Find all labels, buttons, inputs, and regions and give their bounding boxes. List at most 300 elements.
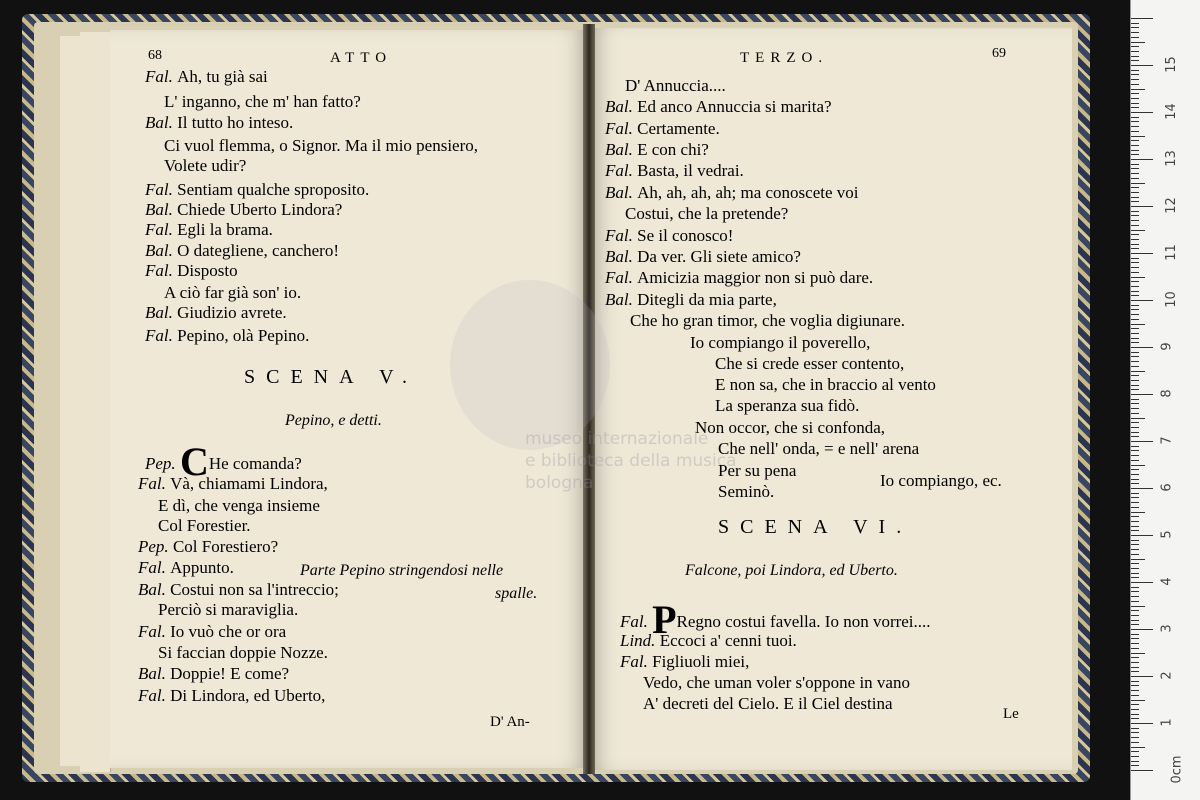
ruler-tick	[1131, 201, 1139, 202]
verse-text: E non sa, che in braccio al vento	[715, 375, 936, 394]
ruler-tick	[1131, 159, 1153, 160]
verse-text: Ditegli da mia parte,	[637, 290, 777, 309]
ruler-tick	[1131, 27, 1139, 28]
verse-text: E dì, che venga insieme	[158, 496, 320, 515]
verse-text: E con chi?	[637, 140, 709, 159]
verse-text: O dategliene, canchero!	[177, 241, 339, 260]
verse-line	[138, 664, 289, 684]
verse-line	[145, 200, 342, 220]
ruler-tick	[1131, 422, 1139, 423]
ruler-tick	[1131, 333, 1139, 334]
ruler-tick	[1131, 620, 1139, 621]
watermark-logo	[450, 280, 610, 450]
verse-text: Non occor, che si confonda,	[695, 418, 886, 437]
ruler-tick	[1131, 79, 1139, 80]
catchword: D' An-	[490, 714, 530, 730]
verse-text: Da ver. Gli siete amico?	[637, 247, 801, 266]
ruler-tick	[1131, 187, 1139, 188]
ruler-tick	[1131, 352, 1139, 353]
verse-line	[138, 622, 286, 642]
ruler-tick	[1131, 93, 1139, 94]
ruler-tick	[1131, 356, 1139, 357]
ruler-tick	[1131, 657, 1139, 658]
ruler-tick	[1131, 747, 1145, 748]
verse-text: Che si crede esser contento,	[715, 354, 905, 373]
ruler-tick	[1131, 436, 1139, 437]
speaker-label: Fal.	[620, 652, 653, 671]
verse-text: A' decreti del Cielo. E il Ciel destina	[643, 694, 893, 713]
verse-line	[605, 161, 744, 181]
speaker-label: Bal.	[145, 113, 178, 132]
ruler-tick	[1131, 587, 1139, 588]
speaker-label: Fal.	[605, 226, 638, 245]
ruler-tick	[1131, 305, 1139, 306]
speaker-label: Fal.	[138, 622, 171, 641]
ruler-tick	[1131, 51, 1139, 52]
speaker-label: Pep.	[138, 537, 173, 556]
verse-line	[630, 311, 905, 331]
catchword: Le	[1003, 706, 1019, 722]
ruler-tick	[1131, 709, 1139, 710]
ruler-tick	[1131, 629, 1153, 630]
watermark-text: museo internazionale e biblioteca della musica bologna	[525, 429, 737, 493]
ruler-tick	[1131, 512, 1145, 513]
ruler-tick	[1131, 131, 1139, 132]
ruler-tick	[1131, 653, 1145, 654]
ruler-tick	[1131, 37, 1139, 38]
page-stack	[80, 32, 111, 772]
ruler-number: 2	[1159, 671, 1175, 680]
ruler-tick	[1131, 530, 1139, 531]
speaker-label: Lind.	[620, 631, 660, 650]
page-number: 69	[992, 46, 1006, 61]
ruler-tick	[1131, 465, 1145, 466]
verse-text: Costui, che la pretende?	[625, 204, 789, 223]
verse-line	[138, 474, 328, 494]
verse-text: He comanda?	[208, 454, 302, 473]
ruler-tick	[1131, 582, 1153, 583]
ruler-tick	[1131, 638, 1139, 639]
verse-text: Egli la brama.	[177, 220, 273, 239]
verse-text: D' Annuccia....	[625, 76, 726, 95]
ruler-tick	[1131, 220, 1139, 221]
verse-line	[158, 496, 320, 516]
ruler-tick	[1131, 695, 1139, 696]
verse-line	[605, 290, 777, 310]
verse-text: Il tutto ho inteso.	[177, 113, 294, 132]
verse-line	[145, 261, 238, 281]
ruler-tick	[1131, 671, 1139, 672]
ruler-tick	[1131, 107, 1139, 108]
ruler-tick	[1131, 624, 1139, 625]
ruler-number: 12	[1163, 197, 1179, 214]
ruler-tick	[1131, 258, 1139, 259]
verse-text: Certamente.	[637, 119, 720, 138]
ruler-tick	[1131, 89, 1145, 90]
verse-line	[138, 580, 339, 600]
ruler-tick	[1131, 479, 1139, 480]
speaker-label: Fal.	[620, 612, 653, 631]
speaker-label: Pep.	[145, 454, 180, 473]
ruler-tick	[1131, 573, 1139, 574]
verse-line	[145, 113, 293, 133]
speaker-label: Fal.	[605, 119, 638, 138]
ruler-tick	[1131, 253, 1153, 254]
ruler-tick	[1131, 690, 1139, 691]
ruler-tick	[1131, 765, 1139, 766]
speaker-label: Bal.	[138, 664, 171, 683]
ruler-number: 11	[1163, 244, 1179, 261]
verse-line	[605, 140, 709, 160]
verse-line	[138, 537, 278, 557]
ruler-tick	[1131, 742, 1139, 743]
verse-line	[138, 558, 234, 578]
verse-line	[164, 283, 301, 303]
ruler-tick	[1131, 770, 1153, 771]
speaker-label: Bal.	[138, 580, 171, 599]
verse-text: Seminò.	[718, 482, 775, 501]
ruler-tick	[1131, 60, 1139, 61]
ruler-number: 13	[1163, 150, 1179, 167]
verse-text: L' inganno, che m' han fatto?	[164, 92, 361, 111]
ruler-tick	[1131, 173, 1139, 174]
ruler-tick	[1131, 154, 1139, 155]
ruler-number: 14	[1163, 103, 1179, 120]
verse-line	[620, 631, 797, 651]
ruler-tick	[1131, 319, 1139, 320]
verse-line	[715, 396, 859, 416]
ruler-tick	[1131, 84, 1139, 85]
speaker-label: Fal.	[145, 261, 178, 280]
verse-line	[158, 516, 251, 536]
drop-capital: C	[179, 439, 209, 484]
ruler-tick	[1131, 596, 1139, 597]
ruler-tick	[1131, 389, 1139, 390]
ruler-tick	[1131, 70, 1139, 71]
speaker-label: Bal.	[145, 241, 178, 260]
ruler-tick	[1131, 380, 1139, 381]
stage-direction: spalle.	[495, 585, 538, 602]
verse-text: Giudizio avrete.	[177, 303, 287, 322]
scene-caption: Pepino, e detti.	[285, 412, 382, 429]
ruler-number: 4	[1159, 577, 1175, 586]
ruler-tick	[1131, 126, 1139, 127]
ruler-tick	[1131, 394, 1153, 395]
ruler-tick	[1131, 497, 1139, 498]
ruler-tick	[1131, 239, 1139, 240]
ruler-tick	[1131, 140, 1139, 141]
verse-line	[605, 226, 733, 246]
ruler-tick	[1131, 281, 1139, 282]
verse-line	[158, 600, 298, 620]
verse-line	[145, 241, 339, 261]
verse-text: Pepino, olà Pepino.	[177, 326, 310, 345]
ruler-number: 10	[1163, 291, 1179, 308]
ruler-tick	[1131, 328, 1139, 329]
ruler-tick	[1131, 65, 1153, 66]
ruler-tick	[1131, 700, 1145, 701]
ruler-tick	[1131, 112, 1153, 113]
ruler-tick	[1131, 248, 1139, 249]
speaker-label: Fal.	[145, 326, 178, 345]
ruler-tick	[1131, 375, 1139, 376]
speaker-label: Bal.	[605, 183, 638, 202]
verse-line	[605, 183, 859, 203]
ruler-tick	[1131, 197, 1139, 198]
verse-line	[718, 439, 919, 459]
ruler-tick	[1131, 295, 1139, 296]
verse-text: Appunto.	[170, 558, 234, 577]
ruler-tick	[1131, 667, 1139, 668]
speaker-label: Fal.	[145, 67, 178, 86]
verse-text: La speranza sua fidò.	[715, 396, 860, 415]
verse-text: Che ho gran timor, che voglia digiunare.	[630, 311, 906, 330]
ruler-tick	[1131, 211, 1139, 212]
running-header: TERZO.	[740, 50, 829, 66]
verse-line	[145, 326, 309, 346]
verse-line	[605, 119, 720, 139]
ruler-tick	[1131, 309, 1139, 310]
speaker-label: Fal.	[145, 220, 178, 239]
ruler-tick	[1131, 469, 1139, 470]
verse-line	[715, 375, 936, 395]
ruler-tick	[1131, 418, 1145, 419]
ruler-tick	[1131, 277, 1145, 278]
ruler-tick	[1131, 455, 1139, 456]
ruler-tick	[1131, 18, 1153, 19]
ruler-tick	[1131, 347, 1153, 348]
drop-capital: P	[652, 597, 677, 642]
speaker-label: Bal.	[605, 140, 638, 159]
ruler-tick	[1131, 718, 1139, 719]
ruler-tick	[1131, 446, 1139, 447]
verse-line	[605, 268, 873, 288]
verse-line	[145, 180, 369, 200]
ruler-tick	[1131, 145, 1139, 146]
ruler-tick	[1131, 361, 1139, 362]
ruler-tick	[1131, 554, 1139, 555]
ruler-tick	[1131, 42, 1145, 43]
verse-line	[625, 204, 788, 224]
stage-direction: Parte Pepino stringendosi nelle	[300, 562, 504, 579]
ruler-tick	[1131, 366, 1139, 367]
ruler-tick	[1131, 23, 1139, 24]
ruler-tick	[1131, 262, 1139, 263]
verse-text: Ah, ah, ah, ah; ma conoscete voi	[637, 183, 859, 202]
ruler-tick	[1131, 483, 1139, 484]
verse-text: Io vuò che or ora	[170, 622, 287, 641]
ruler-tick	[1131, 408, 1139, 409]
ruler-tick	[1131, 502, 1139, 503]
verse-text: Perciò si maraviglia.	[158, 600, 299, 619]
refrain-line: Io compiango, ec.	[880, 471, 1002, 490]
ruler-tick	[1131, 178, 1139, 179]
ruler-tick	[1131, 521, 1139, 522]
verse-line	[145, 67, 268, 87]
ruler-number: 15	[1163, 56, 1179, 73]
speaker-label: Fal.	[138, 558, 171, 577]
ruler-tick	[1131, 164, 1139, 165]
verse-text: Ed anco Annuccia si marita?	[637, 97, 832, 116]
ruler-tick	[1131, 488, 1153, 489]
ruler-tick	[1131, 737, 1139, 738]
speaker-label: Bal.	[605, 247, 638, 266]
ruler-tick	[1131, 225, 1139, 226]
verse-line	[164, 136, 478, 156]
ruler-tick	[1131, 399, 1139, 400]
verse-line	[164, 92, 361, 112]
ruler-number: 3	[1159, 624, 1175, 633]
verse-line	[718, 482, 774, 502]
ruler-tick	[1131, 751, 1139, 752]
verse-text: Figliuoli miei,	[652, 652, 750, 671]
ruler-tick	[1131, 206, 1153, 207]
verse-line	[145, 439, 302, 484]
verse-text: Và, chiamami Lindora,	[170, 474, 328, 493]
ruler-tick	[1131, 601, 1139, 602]
ruler-tick	[1131, 403, 1139, 404]
ruler-tick	[1131, 441, 1153, 442]
ruler-tick	[1131, 563, 1139, 564]
ruler-tick	[1131, 526, 1139, 527]
verse-line	[643, 694, 893, 714]
scene-title: SCENA V.	[244, 366, 418, 388]
ruler-tick	[1131, 74, 1139, 75]
verse-text: Di Lindora, ed Uberto,	[170, 686, 326, 705]
ruler-tick	[1131, 183, 1145, 184]
page-number: 68	[148, 48, 162, 63]
ruler-tick	[1131, 46, 1139, 47]
ruler-tick	[1131, 244, 1139, 245]
speaker-label: Fal.	[605, 268, 638, 287]
verse-text: Vedo, che uman voler s'oppone in vano	[643, 673, 910, 692]
speaker-label: Bal.	[605, 290, 638, 309]
verse-line	[605, 247, 801, 267]
speaker-label: Bal.	[145, 200, 178, 219]
ruler-tick	[1131, 98, 1139, 99]
verse-line	[625, 76, 726, 96]
ruler-tick	[1131, 723, 1153, 724]
ruler-tick	[1131, 507, 1139, 508]
ruler-tick	[1131, 540, 1139, 541]
verse-text: Regno costui favella. Io non vorrei....	[676, 612, 931, 631]
ruler-tick	[1131, 676, 1153, 677]
ruler-tick	[1131, 606, 1145, 607]
running-header: ATTO	[330, 50, 393, 66]
speaker-label: Fal.	[605, 161, 638, 180]
ruler-tick	[1131, 474, 1139, 475]
ruler-number: 9	[1159, 342, 1175, 351]
ruler-tick	[1131, 728, 1139, 729]
verse-line	[164, 156, 246, 176]
ruler-tick	[1131, 342, 1139, 343]
ruler-tick	[1131, 432, 1139, 433]
ruler-tick	[1131, 568, 1139, 569]
speaker-label: Bal.	[145, 303, 178, 322]
ruler-tick	[1131, 615, 1139, 616]
verse-line	[715, 354, 904, 374]
verse-line	[145, 220, 273, 240]
ruler-tick	[1131, 385, 1139, 386]
scene-title: SCENA VI.	[718, 516, 913, 538]
verse-text: Per su pena	[718, 461, 797, 480]
verse-text: Che nell' onda, = e nell' arena	[718, 439, 920, 458]
verse-text: Basta, il vedrai.	[637, 161, 744, 180]
verse-text: Sentiam qualche sproposito.	[177, 180, 370, 199]
ruler-tick	[1131, 150, 1139, 151]
verse-text: Amicizia maggior non si può dare.	[637, 268, 874, 287]
verse-text: Ci vuol flemma, o Signor. Ma il mio pensiero,	[164, 136, 479, 155]
ruler-tick	[1131, 286, 1139, 287]
verse-line	[643, 673, 910, 693]
ruler-number: 0cm	[1169, 755, 1185, 784]
ruler-number: 7	[1159, 436, 1175, 445]
ruler-tick	[1131, 756, 1139, 757]
ruler-tick	[1131, 634, 1139, 635]
ruler-tick	[1131, 610, 1139, 611]
verse-text: Disposto	[177, 261, 238, 280]
verse-text: Volete udir?	[164, 156, 247, 175]
verse-text: Io compiango il poverello,	[690, 333, 871, 352]
ruler-tick	[1131, 136, 1145, 137]
verse-text: A ciò far già son' io.	[164, 283, 302, 302]
scene-caption: Falcone, poi Lindora, ed Uberto.	[685, 562, 898, 579]
ruler-tick	[1131, 230, 1145, 231]
ruler-tick	[1131, 371, 1145, 372]
ruler-tick	[1131, 324, 1145, 325]
ruler-tick	[1131, 121, 1139, 122]
ruler-tick	[1131, 168, 1139, 169]
ruler-tick	[1131, 577, 1139, 578]
verse-text: Chiede Uberto Lindora?	[177, 200, 343, 219]
ruler-tick	[1131, 314, 1139, 315]
ruler-tick	[1131, 544, 1139, 545]
ruler-tick	[1131, 516, 1139, 517]
ruler-tick	[1131, 117, 1139, 118]
verse-line	[690, 333, 870, 353]
ruler-tick	[1131, 732, 1139, 733]
ruler-tick	[1131, 648, 1139, 649]
ruler-number: 6	[1159, 483, 1175, 492]
ruler-tick	[1131, 413, 1139, 414]
ruler-tick	[1131, 103, 1139, 104]
speaker-label: Fal.	[138, 474, 171, 493]
ruler-number: 8	[1159, 389, 1175, 398]
ruler-tick	[1131, 591, 1139, 592]
verse-line	[620, 652, 749, 672]
ruler-tick	[1131, 267, 1139, 268]
ruler-tick	[1131, 460, 1139, 461]
verse-line	[145, 303, 287, 323]
speaker-label: Fal.	[145, 180, 178, 199]
verse-text: Si faccian doppie Nozze.	[158, 643, 328, 662]
ruler-tick	[1131, 681, 1139, 682]
ruler-tick	[1131, 272, 1139, 273]
ruler-tick	[1131, 300, 1153, 301]
verse-text: Col Forestier.	[158, 516, 251, 535]
ruler-tick	[1131, 427, 1139, 428]
ruler-tick	[1131, 450, 1139, 451]
verse-text: Eccoci a' cenni tuoi.	[659, 631, 797, 650]
ruler-tick	[1131, 215, 1139, 216]
verse-line	[158, 643, 328, 663]
verse-text: Doppie! E come?	[170, 664, 290, 683]
verse-line	[138, 686, 325, 706]
ruler-tick	[1131, 493, 1139, 494]
verse-line	[695, 418, 885, 438]
ruler-tick	[1131, 761, 1139, 762]
verse-text: Costui non sa l'intreccio;	[170, 580, 339, 599]
